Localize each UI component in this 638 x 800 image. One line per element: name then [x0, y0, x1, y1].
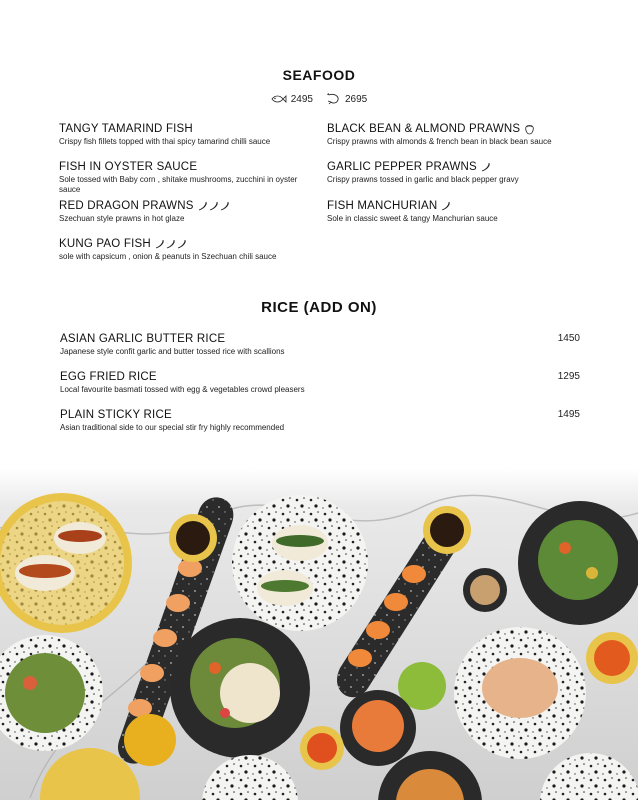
food-photo — [0, 468, 638, 800]
dish-name: KUNG PAO FISH — [59, 238, 151, 250]
rice-item-egg-fried — [60, 371, 580, 394]
dish-red-dragon-prawns — [59, 200, 329, 224]
dish-name-row — [59, 238, 329, 250]
dish-name: GARLIC PEPPER PRAWNS — [327, 161, 477, 173]
rice-price: 1450 — [557, 333, 580, 344]
dish-garlic-pepper-prawns — [327, 161, 617, 185]
prawn-price — [327, 93, 367, 105]
dish-name: RED DRAGON PRAWNS — [59, 200, 194, 212]
rice-name: ASIAN GARLIC BUTTER RICE — [60, 333, 226, 345]
rice-description: Asian traditional side to our special stir fry highly recommended — [60, 423, 285, 432]
dish-tangy-tamarind-fish — [59, 123, 329, 147]
rice-name: PLAIN STICKY RICE — [60, 409, 172, 421]
seafood-heading: SEAFOOD — [282, 67, 356, 83]
rice-description: Japanese style confit garlic and butter tossed rice with scallions — [60, 347, 285, 356]
spice-level — [198, 201, 230, 211]
rice-item-asian-garlic-butter — [60, 333, 580, 356]
dish-name-row — [59, 200, 329, 212]
dish-black-bean-almond-prawns — [327, 123, 617, 147]
prawn-price-value: 2695 — [345, 93, 368, 105]
dish-name-row — [327, 123, 617, 135]
rice-description: Local favourite basmati tossed with egg & vegetables crowd pleasers — [60, 385, 305, 394]
rice-name: EGG FRIED RICE — [60, 371, 157, 383]
dish-name: BLACK BEAN & ALMOND PRAWNS — [327, 123, 521, 135]
rice-item-plain-sticky — [60, 409, 580, 432]
chili-icon — [155, 239, 165, 249]
dish-name: FISH MANCHURIAN — [327, 200, 438, 212]
chili-icon — [177, 239, 187, 249]
dish-name-row — [327, 200, 617, 212]
fish-icon — [271, 94, 287, 104]
prawn-icon — [327, 93, 341, 105]
dish-description: Sole in classic sweet & tangy Manchurian sauce — [327, 214, 498, 223]
fish-price — [271, 93, 313, 105]
dish-description: sole with capsicum , onion & peanuts in Szechuan chili sauce — [59, 252, 277, 261]
dish-kung-pao-fish — [59, 238, 329, 262]
chili-icon — [481, 162, 491, 172]
rice-heading: RICE (ADD ON) — [261, 299, 377, 316]
rice-price: 1495 — [557, 409, 580, 420]
chili-icon — [198, 201, 208, 211]
chili-icon — [441, 201, 451, 211]
chili-icon — [209, 201, 219, 211]
dish-description: Crispy prawns with almonds & french bean in black bean sauce — [327, 137, 552, 146]
dish-name: FISH IN OYSTER SAUCE — [59, 161, 198, 173]
spice-level — [155, 239, 187, 249]
rice-price: 1295 — [557, 371, 580, 382]
dish-fish-manchurian — [327, 200, 617, 224]
dish-description: Crispy fish fillets topped with thai spicy tamarind chilli sauce — [59, 137, 271, 146]
seafood-price-legend — [0, 93, 638, 105]
dish-description: Crispy prawns tossed in garlic and black pepper gravy — [327, 175, 519, 184]
dish-fish-in-oyster-sauce — [59, 161, 309, 195]
dish-name: TANGY TAMARIND FISH — [59, 123, 193, 135]
dish-description: Sole tossed with Baby corn , shitake mushrooms, zucchini in oyster sauce — [59, 175, 298, 194]
dish-name-row — [327, 161, 617, 173]
nut-icon — [524, 124, 535, 135]
dish-description: Szechuan style prawns in hot glaze — [59, 214, 185, 223]
fish-price-value: 2495 — [290, 93, 313, 105]
chili-icon — [220, 201, 230, 211]
chili-icon — [166, 239, 176, 249]
